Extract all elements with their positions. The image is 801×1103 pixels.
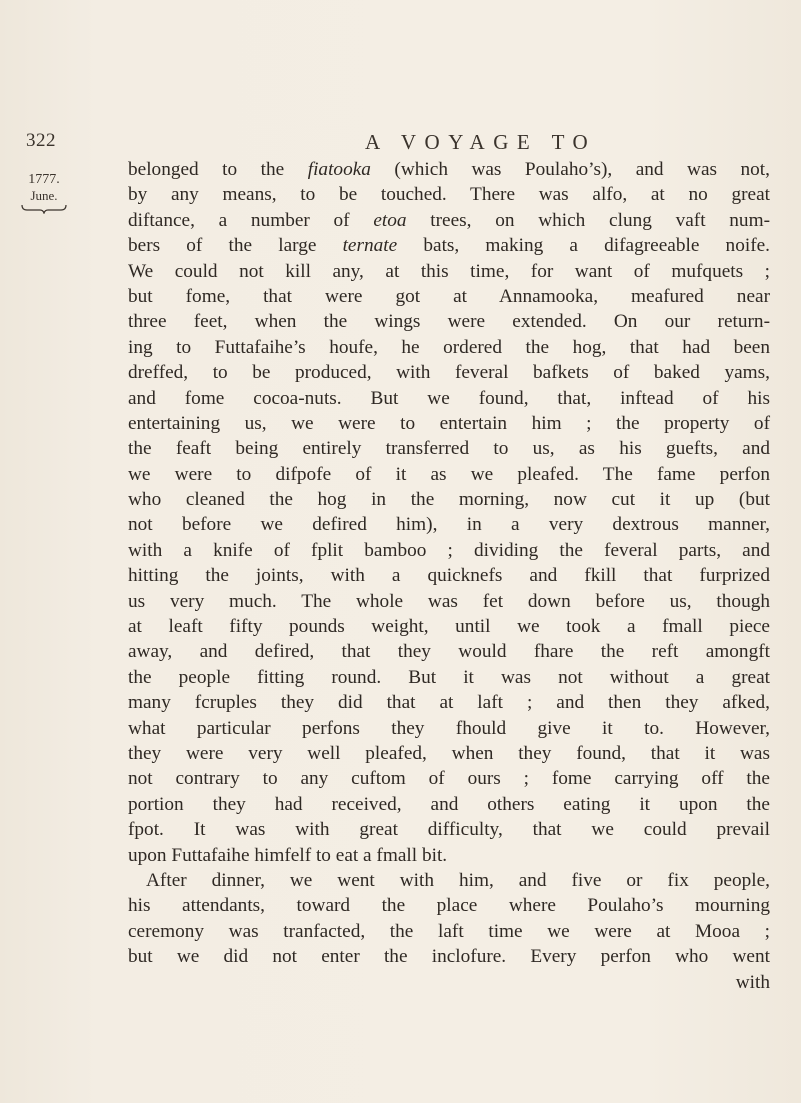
margin-year: 1777.	[28, 172, 60, 187]
text-line-segment: entertaining us, we were to entertain him ; the property of	[128, 412, 770, 434]
text-line-segment: away, and defired, that they would fhare the reft amongft	[128, 641, 770, 663]
text-line	[128, 944, 770, 969]
text-line	[128, 868, 770, 893]
text-line-segment: not before we defired him), in a very dextrous manner,	[128, 514, 770, 536]
italic-term: fiatooka	[307, 159, 371, 180]
text-line-segment: three feet, when the wings were extended. On our return-	[128, 311, 770, 333]
text-line-segment: by any means, to be touched. There was alfo, at no great	[128, 184, 770, 206]
text-line	[128, 817, 770, 842]
text-line	[128, 766, 770, 791]
margin-month: June.	[30, 188, 58, 203]
text-line-segment: portion they had received, and others eating it upon the	[128, 793, 770, 815]
text-line	[128, 512, 770, 537]
margin-brace-icon	[21, 204, 67, 214]
text-line-segment: what particular perfons they fhould give it to. However,	[128, 717, 770, 739]
text-line-segment: many fcruples they did that at laft ; and then they afked,	[128, 692, 770, 714]
italic-term: ternate	[342, 235, 398, 257]
text-line	[128, 335, 770, 360]
body-text	[128, 157, 770, 995]
text-line-segment: but fome, that were got at Annamooka, meafured near	[128, 285, 770, 307]
text-line	[128, 843, 770, 868]
text-line	[128, 157, 770, 182]
text-line-segment: they were very well pleafed, when they found, that it was	[128, 742, 770, 764]
text-line-segment: bers of the large	[128, 235, 343, 257]
text-line-segment: us very much. The whole was fet down before us, though	[128, 590, 770, 612]
text-line	[128, 259, 770, 284]
text-line-segment: but we did not enter the inclofure. Every perfon who went	[128, 946, 770, 968]
text-line	[128, 182, 770, 207]
text-line-segment: dreffed, to be produced, with feveral bafkets of baked yams,	[128, 362, 770, 384]
text-line-segment: belonged to the	[128, 159, 308, 180]
text-line-segment: the feaft being entirely transferred to us, as his guefts, and	[128, 438, 770, 460]
text-line	[128, 233, 770, 258]
text-line-segment: bats, making a difagreeable noife.	[397, 235, 770, 257]
text-line	[128, 538, 770, 563]
text-line-segment: hitting the joints, with a quicknefs and fkill that furprized	[128, 565, 770, 587]
text-line	[128, 690, 770, 715]
text-line	[128, 563, 770, 588]
text-line-segment: upon Futtafaihe himfelf to eat a fmall bit.	[128, 844, 448, 866]
text-line	[128, 665, 770, 690]
text-line-segment: ing to Futtafaihe’s houfe, he ordered the hog, that had been	[128, 336, 770, 358]
text-line	[128, 792, 770, 817]
text-line-segment: we were to difpofe of it as we pleafed. The fame perfon	[128, 463, 770, 485]
text-line	[128, 462, 770, 487]
page-number: 322	[26, 130, 56, 151]
italic-term: etoa	[373, 209, 407, 231]
text-line	[128, 284, 770, 309]
text-line-segment: fpot. It was with great difficulty, that we could prevail	[128, 819, 770, 841]
text-line-segment: not contrary to any cuftom of ours ; fome carrying off the	[128, 768, 770, 790]
text-line	[128, 487, 770, 512]
text-line-segment: and fome cocoa-nuts. But we found, that, inftead of his	[128, 387, 770, 409]
text-line-segment: at leaft fifty pounds weight, until we took a fmall piece	[128, 616, 770, 638]
text-line	[128, 589, 770, 614]
text-line	[128, 716, 770, 741]
text-line	[128, 360, 770, 385]
text-line	[128, 919, 770, 944]
margin-date-note	[14, 172, 74, 214]
text-line-segment: with a knife of fplit bamboo ; dividing the feveral parts, and	[128, 539, 770, 561]
text-line-segment: (which was Poulaho’s), and was not,	[370, 159, 770, 180]
text-line	[128, 386, 770, 411]
text-line-segment: diftance, a number of	[128, 209, 374, 231]
text-line-segment: the people fitting round. But it was not without a great	[128, 666, 770, 688]
text-line	[128, 741, 770, 766]
text-line	[128, 309, 770, 334]
text-line-segment: his attendants, toward the place where Poulaho’s mourning	[128, 895, 770, 917]
text-line-segment: We could not kill any, at this time, for want of mufquets ;	[128, 260, 770, 282]
text-line	[128, 893, 770, 918]
catchword: with	[735, 971, 770, 993]
running-head-title: A VOYAGE TO	[365, 130, 597, 154]
text-line	[128, 639, 770, 664]
text-line	[128, 411, 770, 436]
text-line	[128, 614, 770, 639]
text-line	[128, 436, 770, 461]
text-line-segment: trees, on which clung vaft num-	[406, 209, 770, 231]
text-line-segment: who cleaned the hog in the morning, now cut it up (but	[128, 489, 770, 511]
text-line	[128, 208, 770, 233]
text-line-segment: ceremony was tranfacted, the laft time we were at Mooa ;	[128, 920, 770, 942]
text-line-segment: After dinner, we went with him, and five or fix people,	[146, 869, 770, 891]
